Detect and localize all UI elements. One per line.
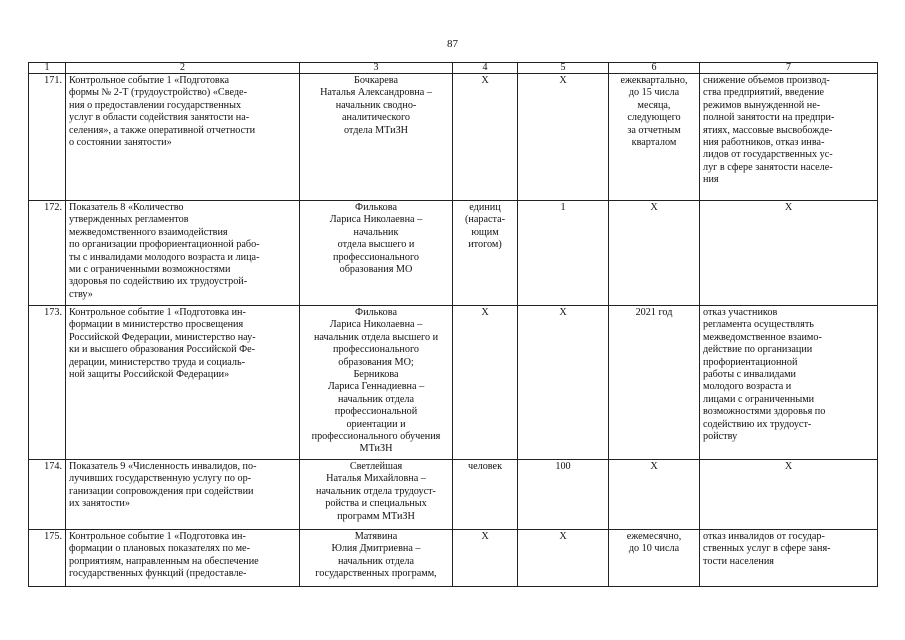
event-cell: Контрольное событие 1 «Подготовка ин- формации о плановых показателях по ме- роприятиям, направленным на обеспечение государственных функций (предоставле- [66,530,300,587]
responsible-cell: Филькова Лариса Николаевна – начальник отдела высшего и профессионального образования МО [300,201,453,306]
responsible-cell: Матявина Юлия Дмитриевна – начальник отдела государственных программ, [300,530,453,587]
column-header: 7 [700,63,878,74]
column-header: 3 [300,63,453,74]
value-cell: 1 [518,201,609,306]
column-header: 4 [453,63,518,74]
unit-cell: X [453,306,518,460]
responsible-cell: Филькова Лариса Николаевна – начальник отдела высшего и профессионального образования МО; Берникова Лариса Геннадиевна – начальник отдела профессиональной ориентации и профессионального обучения МТиЗН [300,306,453,460]
responsible-cell: Светлейшая Наталья Михайловна – начальник отдела трудоуст- ройства и специальных программ МТиЗН [300,460,453,530]
value-cell: X [518,74,609,201]
unit-cell: X [453,530,518,587]
event-cell: Показатель 9 «Численность инвалидов, по- лучивших государственную услугу по ор- ганизации сопровождения при содействии их занятости» [66,460,300,530]
document-table [28,62,878,587]
column-header: 2 [66,63,300,74]
column-header: 5 [518,63,609,74]
table-row [29,306,878,460]
event-cell: Контрольное событие 1 «Подготовка формы № 2-Т (трудоустройство) «Сведе- ния о предоставлении государственных услуг в области содействия занятости на- селения», а также оперативной отчетности о состоянии занятости» [66,74,300,201]
term-cell: ежемесячно, до 10 числа [609,530,700,587]
term-cell: X [609,201,700,306]
risk-cell: X [700,460,878,530]
event-cell: Контрольное событие 1 «Подготовка ин- формации в министерство просвещения Российской Федерации, министерство нау- ки и высшего образования Российской Фе- дерации, министерство труда и социаль- ной защиты Российской Федерации» [66,306,300,460]
risk-cell: отказ инвалидов от государ- ственных услуг в сфере заня- тости населения [700,530,878,587]
unit-cell: человек [453,460,518,530]
responsible-cell: Бочкарева Наталья Александровна – начальник сводно- аналитического отдела МТиЗН [300,74,453,201]
term-cell: 2021 год [609,306,700,460]
unit-cell: X [453,74,518,201]
risk-cell: отказ участников регламента осуществлять межведомственное взаимо- действие по организации профориентационной работы с инвалидами молодого возраста и лицами с ограниченными возможностями здоровья по содействию их трудоуст- ройству [700,306,878,460]
table-row [29,74,878,201]
row-number: 173. [29,306,66,460]
row-number: 172. [29,201,66,306]
table-row [29,460,878,530]
row-number: 171. [29,74,66,201]
table-row [29,201,878,306]
table-row [29,530,878,587]
column-header: 6 [609,63,700,74]
value-cell: X [518,306,609,460]
unit-cell: единиц (нараста- ющим итогом) [453,201,518,306]
value-cell: X [518,530,609,587]
column-header: 1 [29,63,66,74]
header-row [29,63,878,74]
term-cell: X [609,460,700,530]
page-number: 87 [447,38,458,50]
risk-cell: снижение объемов производ- ства предприятий, введение режимов вынужденной не- полной занятости на предпри- ятиях, массовые высвобожде- ния работников, отказ инва- лидов от государственных ус- луг в сфере занятости населе- ния [700,74,878,201]
row-number: 175. [29,530,66,587]
risk-cell: X [700,201,878,306]
term-cell: ежеквартально, до 15 числа месяца, следующего за отчетным кварталом [609,74,700,201]
row-number: 174. [29,460,66,530]
event-cell: Показатель 8 «Количество утвержденных регламентов межведомственного взаимодействия по организации профориентационной рабо- ты с инвалидами молодого возраста и лица- ми с ограниченными возможностями здоровья по содействию их трудоустрой- ству» [66,201,300,306]
value-cell: 100 [518,460,609,530]
